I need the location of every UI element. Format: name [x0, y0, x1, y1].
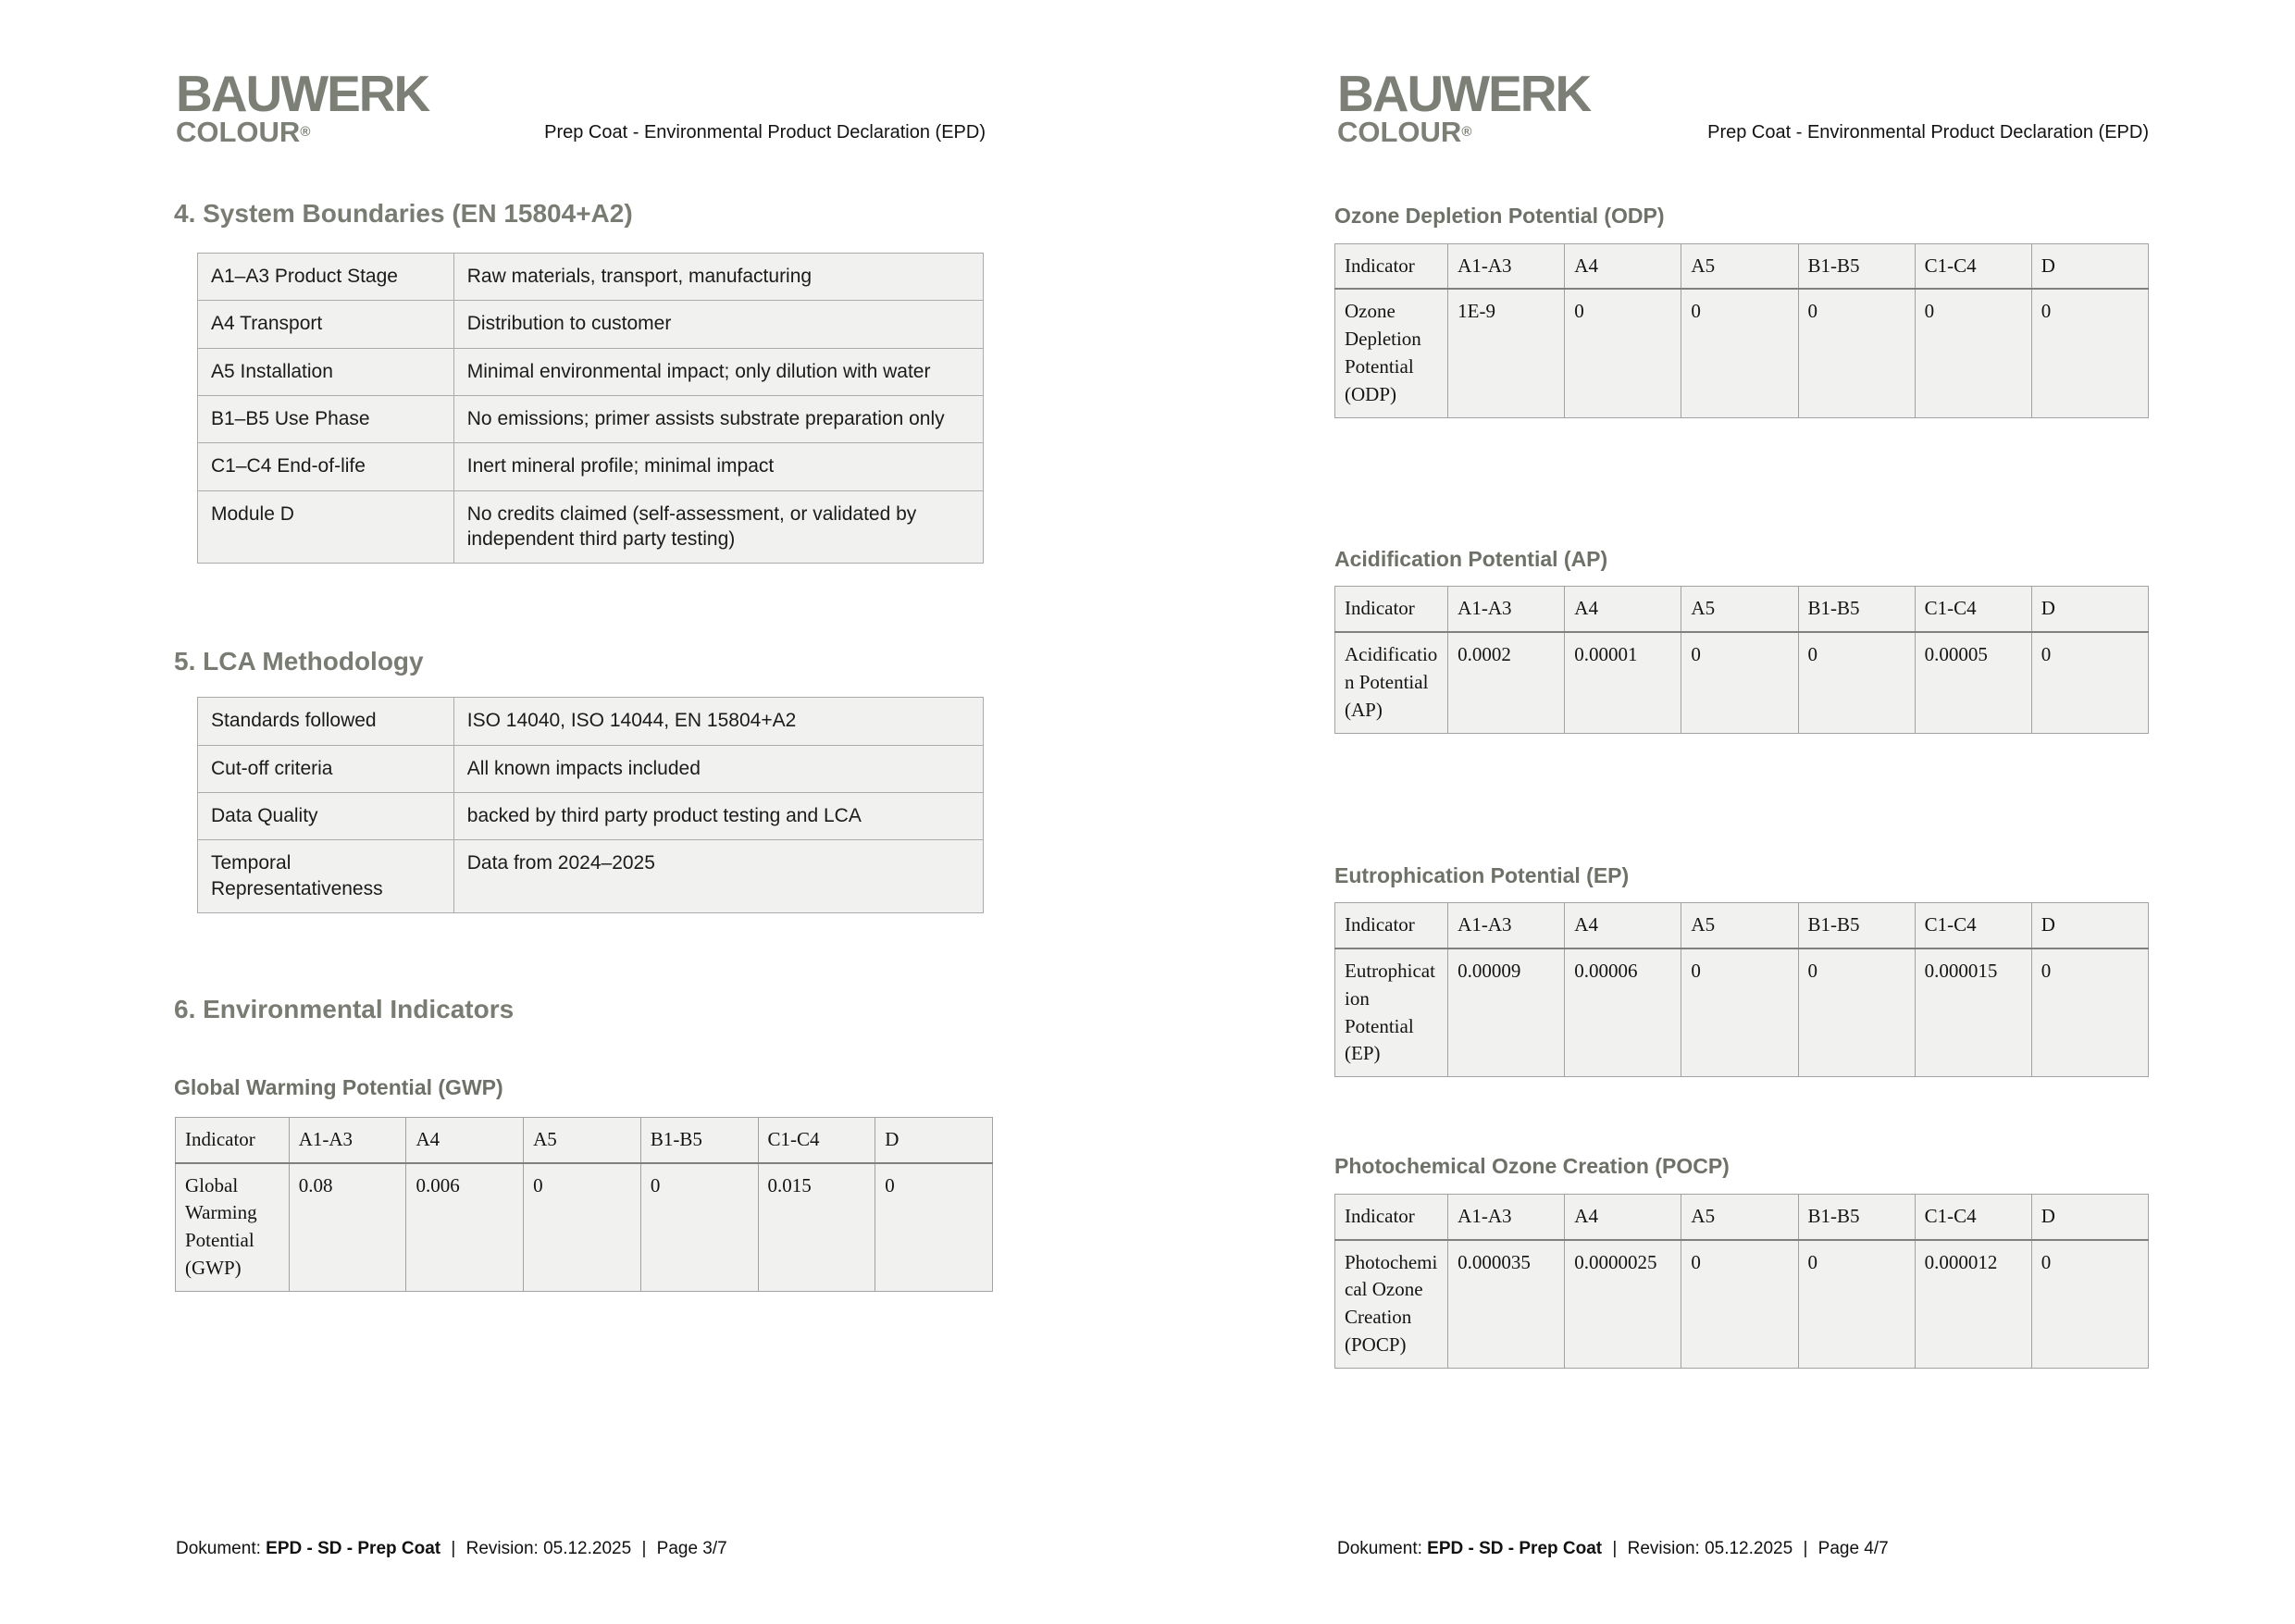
value-cell: 0: [640, 1163, 758, 1292]
column-header: C1-C4: [1915, 903, 2031, 948]
value-cell: 0: [2031, 289, 2148, 417]
column-header: A4: [1565, 903, 1681, 948]
row-value: Minimal environmental impact; only dilution with water: [453, 348, 983, 395]
column-header: A5: [1681, 587, 1798, 632]
row-label: Cut-off criteria: [198, 745, 454, 792]
logo-colour-text: COLOUR: [1337, 116, 1462, 148]
value-cell: 0: [1681, 1240, 1798, 1369]
value-cell: 0.00005: [1915, 632, 2031, 733]
row-value: No credits claimed (self-assessment, or validated by independent third party testing): [453, 490, 983, 564]
column-header: A5: [1681, 903, 1798, 948]
bauwerk-logo: [176, 65, 429, 148]
value-cell: 0: [1681, 289, 1798, 417]
footer-revision: Revision: 05.12.2025: [1627, 1539, 1793, 1558]
section-4-title: 4. System Boundaries (EN 15804+A2): [174, 199, 633, 228]
value-cell: 0.00001: [1565, 632, 1681, 733]
column-header: Indicator: [1335, 1194, 1448, 1239]
logo-line-1: BAUWERK: [1337, 65, 1591, 123]
column-header: Indicator: [1335, 903, 1448, 948]
table-header-row: [176, 1117, 993, 1162]
table-row: [1335, 948, 2149, 1077]
table-row: [198, 443, 984, 490]
column-header: Indicator: [1335, 243, 1448, 289]
column-header: D: [2031, 587, 2148, 632]
column-header: A4: [1565, 243, 1681, 289]
column-header: A5: [524, 1117, 641, 1162]
column-header: C1-C4: [758, 1117, 875, 1162]
ap-subtitle: Acidification Potential (AP): [1334, 546, 1608, 571]
value-cell: 0: [875, 1163, 993, 1292]
ep-table: [1334, 902, 2149, 1077]
section-5-title: 5. LCA Methodology: [174, 647, 424, 676]
value-cell: 0: [1681, 632, 1798, 733]
value-cell: 1E-9: [1448, 289, 1565, 417]
table-row: [1335, 632, 2149, 733]
gwp-table: [175, 1117, 993, 1292]
table-row: [176, 1163, 993, 1292]
row-value: Data from 2024–2025: [453, 840, 983, 913]
row-value: All known impacts included: [453, 745, 983, 792]
row-value: Inert mineral profile; minimal impact: [453, 443, 983, 490]
lca-methodology-table: [197, 697, 984, 912]
system-boundaries-table: [197, 253, 984, 564]
value-cell: 0.000015: [1915, 948, 2031, 1077]
footer-separator: |: [451, 1539, 456, 1558]
page-footer: [176, 1539, 727, 1559]
column-header: A4: [406, 1117, 524, 1162]
column-header: A4: [1565, 587, 1681, 632]
column-header: D: [875, 1117, 993, 1162]
footer-page-number: Page 3/7: [656, 1539, 727, 1558]
table-row: [1335, 289, 2149, 417]
value-cell: 0: [1915, 289, 2031, 417]
column-header: A5: [1681, 1194, 1798, 1239]
column-header: A4: [1565, 1194, 1681, 1239]
table-row: [198, 840, 984, 913]
page-header: [176, 61, 986, 146]
table-header-row: [1335, 243, 2149, 289]
column-header: Indicator: [1335, 587, 1448, 632]
value-cell: 0.08: [289, 1163, 406, 1292]
section-6-title: 6. Environmental Indicators: [174, 994, 515, 1023]
column-header: B1-B5: [1798, 903, 1915, 948]
table-row: [198, 698, 984, 745]
table-row: [198, 348, 984, 395]
table-row: [198, 301, 984, 348]
column-header: C1-C4: [1915, 1194, 2031, 1239]
column-header: B1-B5: [1798, 587, 1915, 632]
column-header: D: [2031, 1194, 2148, 1239]
value-cell: 0.000012: [1915, 1240, 2031, 1369]
gwp-subtitle: Global Warming Potential (GWP): [174, 1075, 503, 1100]
table-row: [198, 745, 984, 792]
column-header: A5: [1681, 243, 1798, 289]
column-header: Indicator: [176, 1117, 290, 1162]
value-cell: 0.0002: [1448, 632, 1565, 733]
column-header: D: [2031, 903, 2148, 948]
document-title: Prep Coat - Environmental Product Declaration (EPD): [544, 122, 986, 143]
page-footer: [1337, 1539, 1889, 1559]
value-cell: 0: [1798, 948, 1915, 1077]
footer-separator: |: [641, 1539, 647, 1558]
row-value: No emissions; primer assists substrate preparation only: [453, 396, 983, 443]
page-4: [1148, 0, 2295, 1624]
table-header-row: [1335, 587, 2149, 632]
footer-doc-name: EPD - SD - Prep Coat: [266, 1539, 441, 1558]
value-cell: 0.00009: [1448, 948, 1565, 1077]
footer-prefix: Dokument:: [176, 1539, 261, 1558]
row-label: B1–B5 Use Phase: [198, 396, 454, 443]
indicator-name: Global Warming Potential (GWP): [176, 1163, 290, 1292]
row-value: ISO 14040, ISO 14044, EN 15804+A2: [453, 698, 983, 745]
row-label: A1–A3 Product Stage: [198, 254, 454, 301]
table-row: [198, 254, 984, 301]
page-header: [1337, 61, 2149, 146]
column-header: C1-C4: [1915, 243, 2031, 289]
row-label: C1–C4 End-of-life: [198, 443, 454, 490]
pocp-subtitle: Photochemical Ozone Creation (POCP): [1334, 1154, 1730, 1179]
column-header: B1-B5: [640, 1117, 758, 1162]
row-value: Raw materials, transport, manufacturing: [453, 254, 983, 301]
row-value: Distribution to customer: [453, 301, 983, 348]
value-cell: 0: [1565, 289, 1681, 417]
logo-colour-text: COLOUR: [176, 116, 301, 148]
column-header: B1-B5: [1798, 1194, 1915, 1239]
value-cell: 0: [2031, 632, 2148, 733]
row-label: A5 Installation: [198, 348, 454, 395]
ep-subtitle: Eutrophication Potential (EP): [1334, 862, 1630, 887]
indicator-name: Ozone Depletion Potential (ODP): [1335, 289, 1448, 417]
ap-table: [1334, 586, 2149, 733]
row-value: backed by third party product testing and LCA: [453, 793, 983, 840]
document-title: Prep Coat - Environmental Product Declaration (EPD): [1707, 122, 2149, 143]
indicator-name: Photochemical Ozone Creation (POCP): [1335, 1240, 1448, 1369]
odp-subtitle: Ozone Depletion Potential (ODP): [1334, 204, 1665, 228]
table-header-row: [1335, 903, 2149, 948]
value-cell: 0: [1681, 948, 1798, 1077]
table-header-row: [1335, 1194, 2149, 1239]
row-label: Standards followed: [198, 698, 454, 745]
value-cell: 0: [524, 1163, 641, 1292]
registered-mark: ®: [1461, 124, 1472, 140]
column-header: A1-A3: [1448, 903, 1565, 948]
odp-table: [1334, 243, 2149, 418]
footer-separator: |: [1803, 1539, 1808, 1558]
footer-page-number: Page 4/7: [1817, 1539, 1889, 1558]
table-row: [1335, 1240, 2149, 1369]
column-header: B1-B5: [1798, 243, 1915, 289]
table-row: [198, 490, 984, 564]
indicator-name: Eutrophication Potential (EP): [1335, 948, 1448, 1077]
value-cell: 0: [2031, 948, 2148, 1077]
value-cell: 0.015: [758, 1163, 875, 1292]
value-cell: 0: [1798, 289, 1915, 417]
table-row: [198, 793, 984, 840]
value-cell: 0.0000025: [1565, 1240, 1681, 1369]
column-header: A1-A3: [1448, 587, 1565, 632]
value-cell: 0.00006: [1565, 948, 1681, 1077]
row-label: Temporal Representativeness: [198, 840, 454, 913]
registered-mark: ®: [300, 124, 311, 140]
pocp-table: [1334, 1194, 2149, 1369]
column-header: C1-C4: [1915, 587, 2031, 632]
footer-prefix: Dokument:: [1337, 1539, 1422, 1558]
column-header: A1-A3: [1448, 243, 1565, 289]
footer-doc-name: EPD - SD - Prep Coat: [1427, 1539, 1603, 1558]
footer-separator: |: [1612, 1539, 1618, 1558]
value-cell: 0.000035: [1448, 1240, 1565, 1369]
value-cell: 0: [2031, 1240, 2148, 1369]
column-header: A1-A3: [289, 1117, 406, 1162]
table-row: [198, 396, 984, 443]
logo-line-1: BAUWERK: [176, 65, 429, 123]
column-header: A1-A3: [1448, 1194, 1565, 1239]
indicator-name: Acidification Potential (AP): [1335, 632, 1448, 733]
row-label: Data Quality: [198, 793, 454, 840]
row-label: Module D: [198, 490, 454, 564]
value-cell: 0.006: [406, 1163, 524, 1292]
footer-revision: Revision: 05.12.2025: [465, 1539, 632, 1558]
value-cell: 0: [1798, 1240, 1915, 1369]
bauwerk-logo: [1337, 65, 1591, 148]
row-label: A4 Transport: [198, 301, 454, 348]
value-cell: 0: [1798, 632, 1915, 733]
column-header: D: [2031, 243, 2148, 289]
